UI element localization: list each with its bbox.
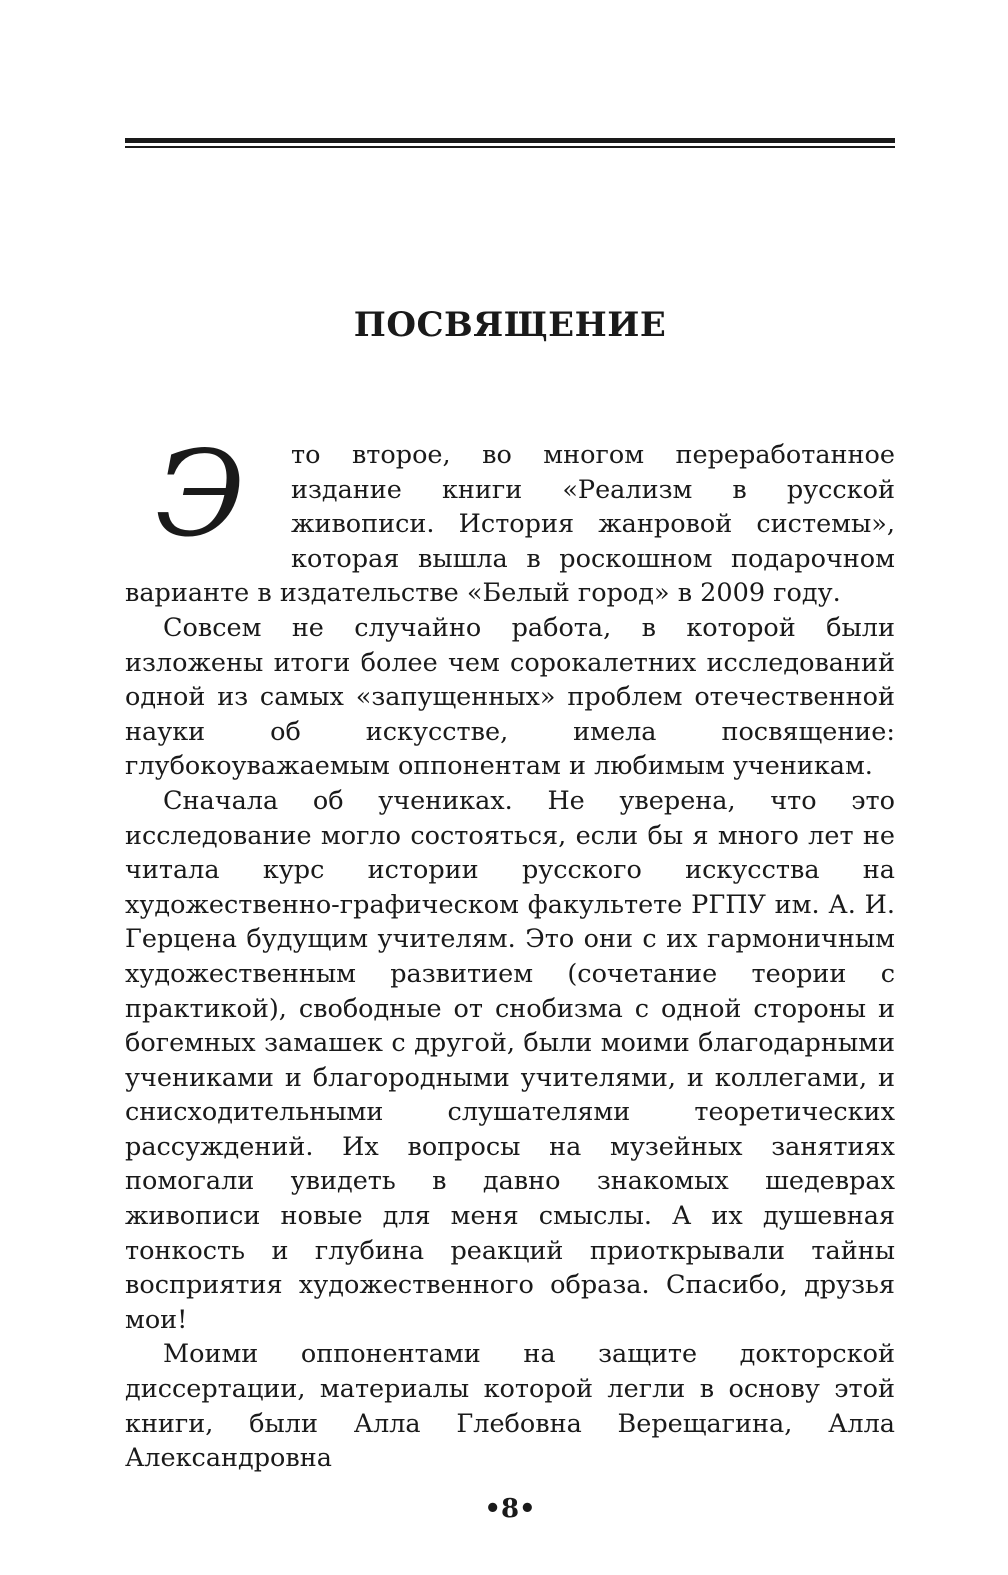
page-number: •8• [484, 1494, 536, 1524]
page-title: ПОСВЯЩЕНИЕ [353, 305, 667, 345]
header-rule-thin [125, 146, 895, 148]
paragraph-2: Совсем не случайно работа, в которой были изложены итоги более чем сорокалетних исследований одной из самых «запущенных» проблем отечественной науки об искусстве, имела посвящение: глубокоуважаемым оппонентам и любимым ученикам. [125, 612, 895, 782]
header-rule-thick [125, 138, 895, 143]
paragraph-3: Сначала об учениках. Не уверена, что это исследование могло состояться, если бы я много лет не читала курс истории русского искусства на художественно-графическом факультете РГПУ им. А. И. Герцена будущим учителям. Это они с их гармоничным художественным развитием (сочетание теории с практикой), свободные от снобизма с одной стороны и богемных замашек с другой, были моими благодарными учениками и благородными учителями, и коллегами, и снисходительными слушателями теоретических рассуждений. Их вопросы на музейных занятиях помогали увидеть в давно знакомых шедеврах живописи новые для меня смыслы. А их душевная тонкость и глубина реакций приоткрывали тайны восприятия художественного образа. Спасибо, друзья мои! [125, 785, 895, 1335]
paragraph-4: Моими оппонентами на защите докторской диссертации, материалы которой легли в основу этой книги, были Алла Глебовна Верещагина, Алла Александровна [125, 1339, 895, 1474]
paragraph-1: то второе, во многом переработанное издание книги «Реализм в русской живописи. История жанровой системы», которая вышла в роскошном подарочном варианте в издательстве «Белый город» в 2009 году. [125, 440, 895, 609]
body-text [125, 425, 895, 1476]
drop-cap: Э [155, 425, 246, 563]
